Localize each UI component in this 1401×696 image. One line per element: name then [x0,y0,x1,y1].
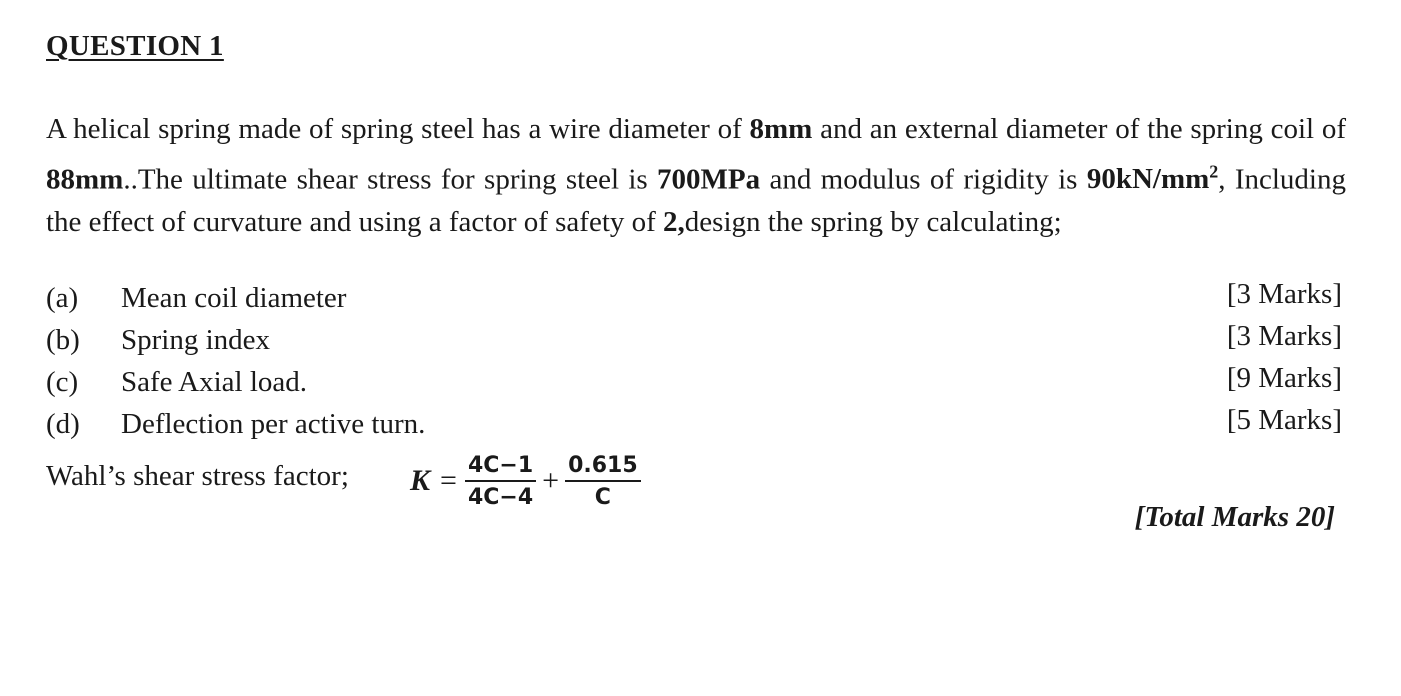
wahl-label: Wahl’s shear stress factor; [46,460,349,492]
wahl-formula [410,446,641,516]
part-text: Deflection per active turn. [121,408,426,440]
fraction-1-denominator: 4C−4 [467,484,534,510]
part-text: Safe Axial load. [121,366,308,398]
part-text: Spring index [121,324,271,356]
part-a [46,278,1346,322]
part-text: Mean coil diameter [121,282,347,314]
total-marks: [Total Marks 20] [1134,501,1335,533]
shear-stress-value: 700MPa [657,163,761,196]
rigidity-value: $90kN/mm^2$ [1086,161,1219,196]
safety-factor-value: 2, [663,205,685,238]
formula-lhs: K [410,464,431,497]
part-letter: (a) [46,282,79,314]
part-marks: [3 Marks] [1226,320,1342,352]
fraction-1-numerator: 4C−1 [465,453,536,482]
part-marks: [5 Marks] [1226,404,1342,436]
formula-plus: + [542,464,560,497]
question-title: QUESTION 1 [46,30,224,62]
fraction-2-numerator: 0.615 [565,453,641,482]
part-marks: [9 Marks] [1226,362,1342,394]
part-letter: (b) [46,324,80,356]
fraction-1 [465,453,536,510]
part-c [46,362,1346,406]
part-marks: [3 Marks] [1226,278,1342,310]
part-letter: (c) [46,366,79,398]
formula-equals: = [440,464,457,497]
wire-diameter-value: 8mm [749,113,813,145]
external-diameter-value: 88mm [46,163,124,196]
part-d [46,404,1346,448]
fraction-2-denominator: C [594,484,611,510]
part-b [46,320,1346,364]
question-text: A helical spring made of spring steel has a wire diameter of 8mm and an external diameter of the spring coil of 88mm..The ultimate shear stress for spring steel is 700MPa and modulus of rigidity is $90kN/mm^2$, Including the effect of curvature and using a factor of safety of 2,design the spring by calculating; [46,113,1346,238]
part-letter: (d) [46,408,80,440]
fraction-2 [565,453,641,510]
